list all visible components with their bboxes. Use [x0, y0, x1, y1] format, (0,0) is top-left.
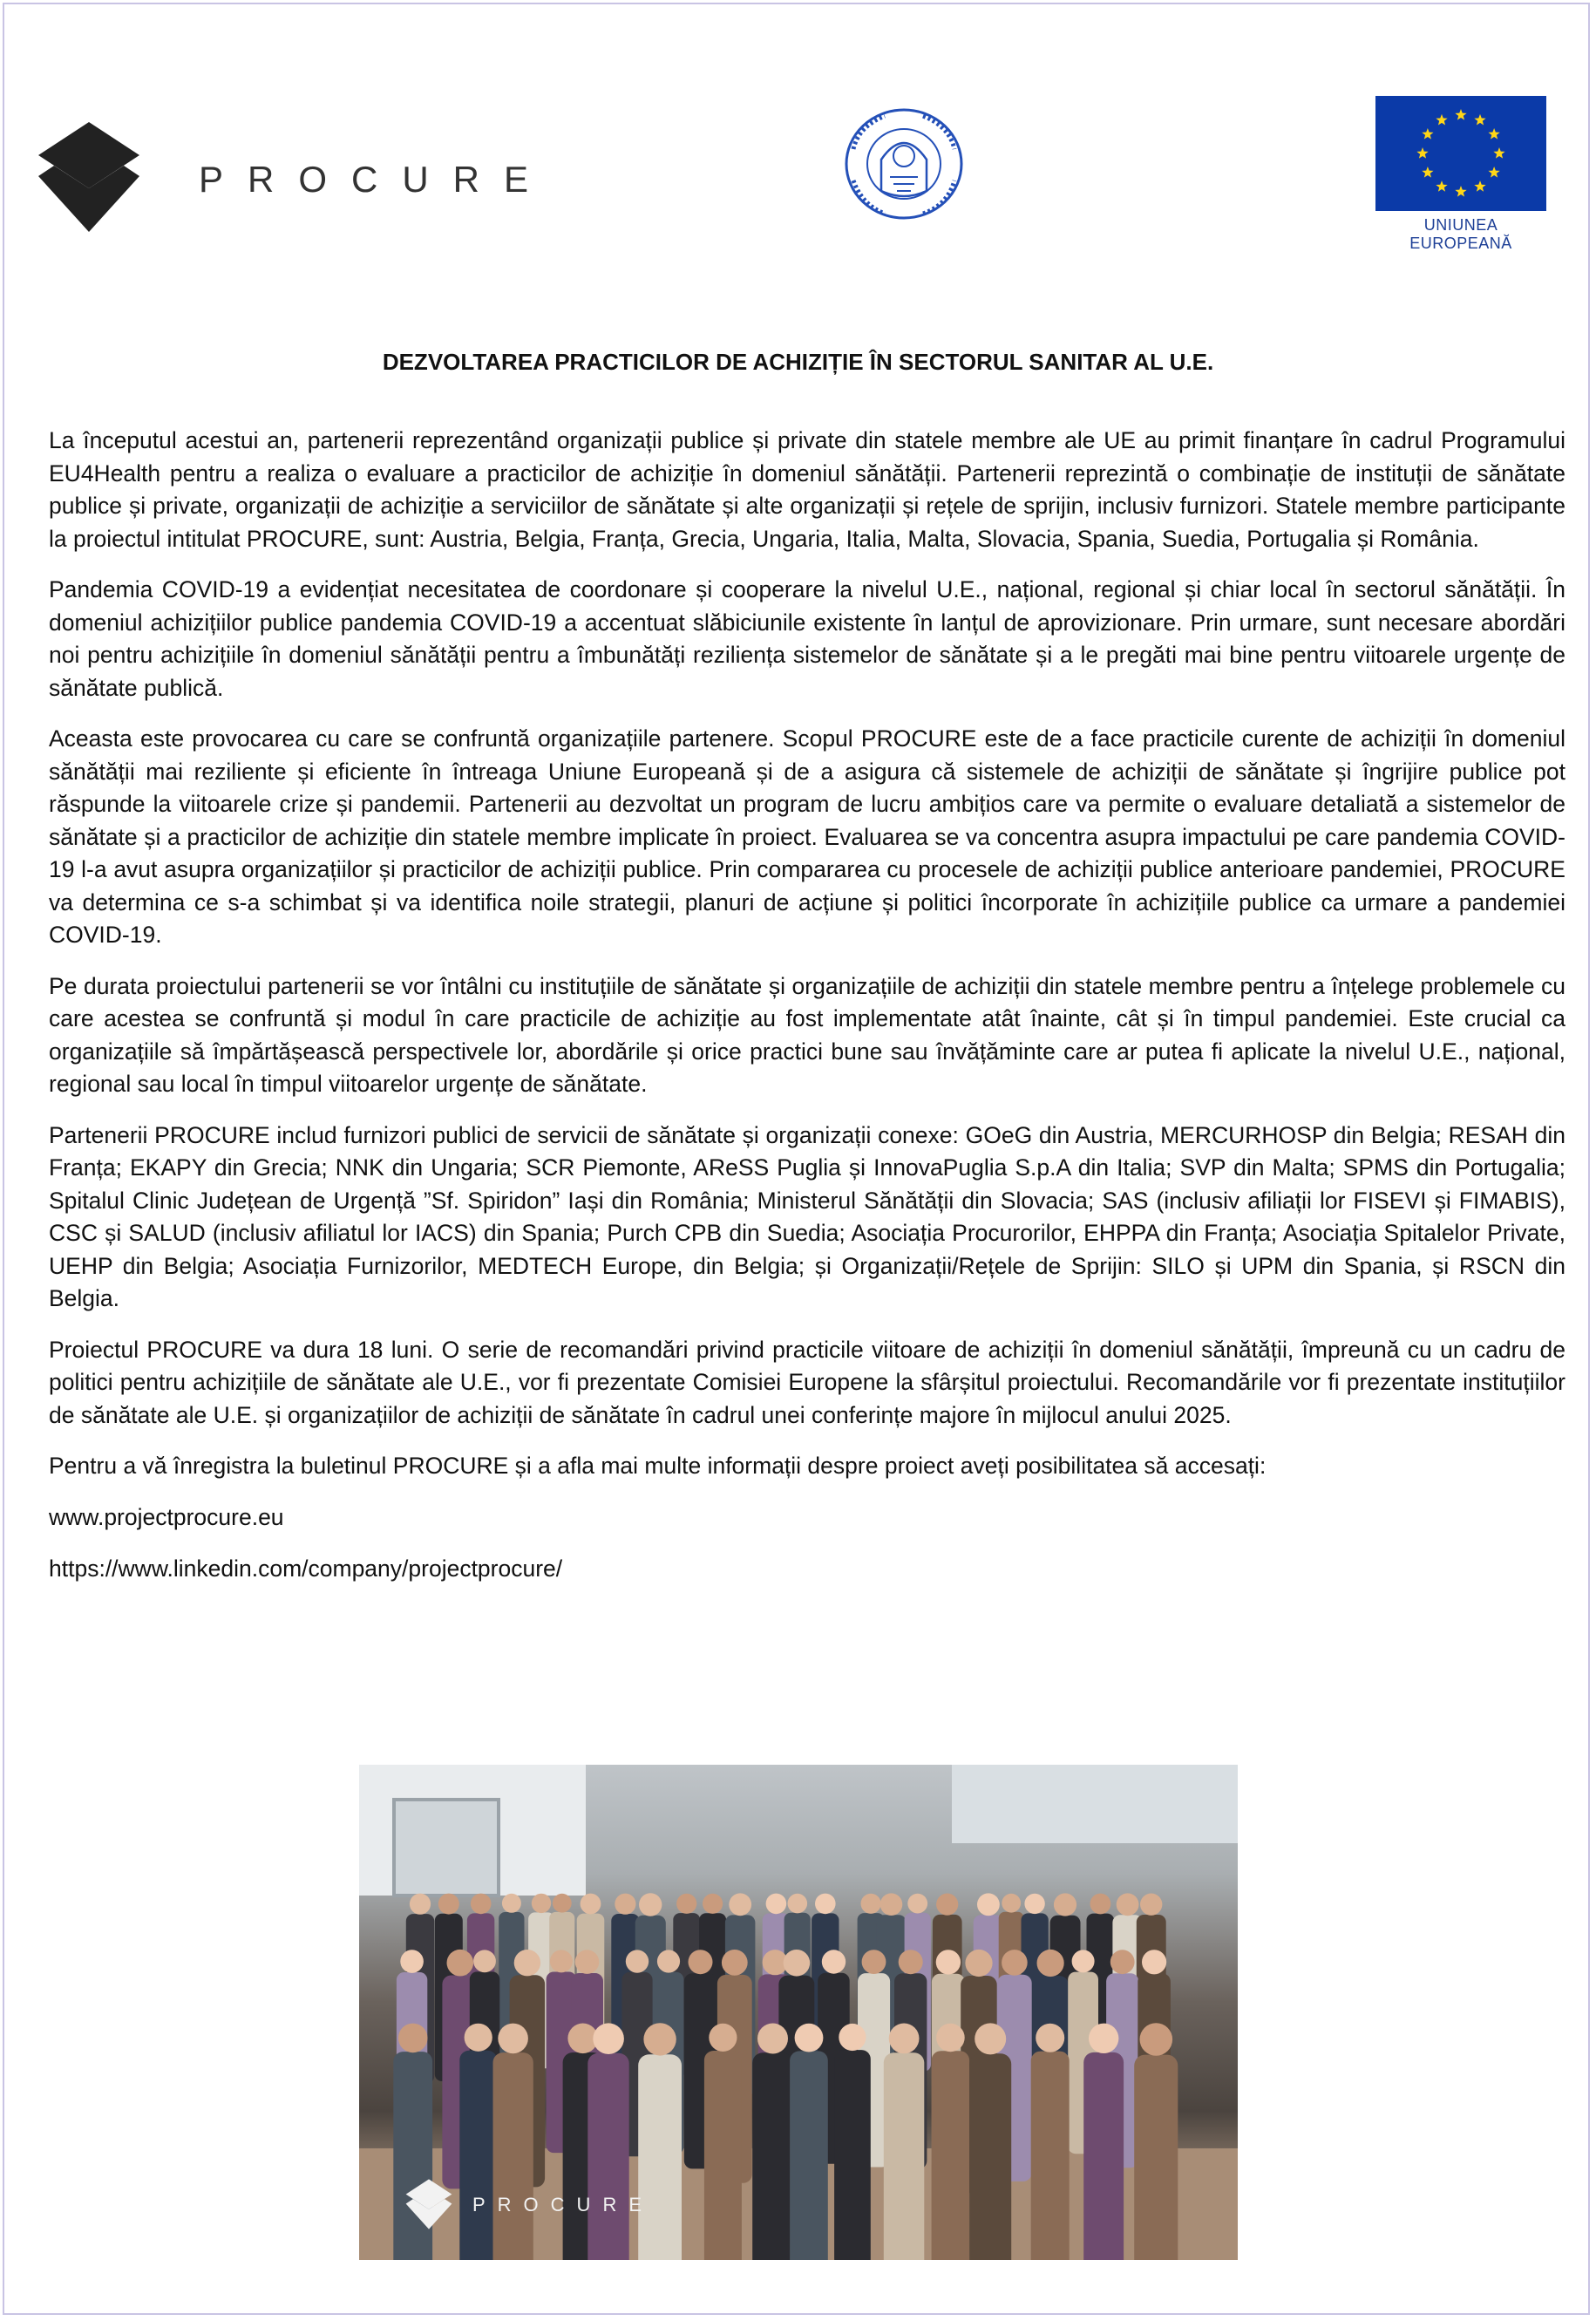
person-head	[438, 1894, 459, 1915]
person-head	[657, 1950, 680, 1972]
person-head	[1024, 1894, 1044, 1914]
person-body	[932, 2051, 970, 2260]
eu-star	[1416, 147, 1428, 159]
person-head	[581, 1894, 601, 1915]
eu-stars-icon	[1375, 96, 1546, 211]
person-head	[1036, 2024, 1064, 2052]
paragraph-intro: La începutul acestui an, partenerii reprezentând organizații publice și private din statele membre ale UE au primit finanțare în cadrul Programului EU4Health pentru a realiza o evaluare a practicilor de achiziție în domeniul sănătății. Partenerii reprezintă o combinație de instituții de sănătate publice și private, organizații de achiziție a serviciilor de sănătate și alte organizații și rețele de sprijin, inclusiv furnizori. Statele membre participante la proiectul intitulat PROCURE, sunt: Austria, Belgia, Franța, Grecia, Ungaria, Italia, Malta, Slovacia, Spania, Suedia, Portugalia și România.	[49, 427, 1565, 552]
person-body	[1083, 2052, 1124, 2260]
linkedin-link[interactable]: https://www.linkedin.com/company/projectprocure/	[49, 1555, 563, 1582]
group-photo	[359, 1765, 1238, 2260]
person-head	[766, 1894, 787, 1915]
person-head	[722, 1950, 748, 1976]
person-head	[936, 1950, 961, 1974]
person-head	[643, 2023, 676, 2055]
person-head	[532, 1894, 551, 1913]
eu-star	[1455, 109, 1466, 120]
hospital-seal-logo	[824, 107, 985, 221]
paragraph-challenge: Aceasta este provocarea cu care se confruntă organizațiile partenere. Scopul PROCURE este de a face practicile curente de achiziții în domeniul sănătății mai reziliente și eficiente în întreaga Uniune Europeană și de a asigura că sistemele de achiziții de sănătate și îngrijire publice pot răspunde la viitoarele crize și pandemii. Partenerii au dezvoltat un program de lucru ambițios care va permite o evaluare detaliată a sistemelor de sănătate și a practicilor de achiziție din statele membre implicate în proiect. Evaluarea se va concentra asupra impactului pe care pandemia COVID-19 l-a avut asupra organizațiilor și practicilor de achiziții publice. Prin compararea cu procesele de achiziții publice anterioare pandemiei, PROCURE va determina ce s-a schimbat și va identifica noile strategii, planuri de acțiune și politici încorporate în achizițiile publice ca urmare a pandemiei COVID-19.	[49, 725, 1565, 948]
person-head	[471, 1894, 492, 1915]
eu-star	[1436, 180, 1447, 192]
person-head	[615, 1894, 635, 1915]
person-body	[704, 2051, 742, 2260]
person-head	[965, 1950, 992, 1977]
person-head	[703, 1894, 723, 1914]
person-head	[1002, 1894, 1021, 1913]
person-head	[709, 2024, 737, 2052]
eu-star	[1488, 128, 1499, 140]
person-head	[729, 1893, 751, 1916]
person-head	[889, 2024, 920, 2054]
eu-label: UNIUNEA EUROPEANĂ	[1409, 216, 1512, 252]
person-head	[899, 1950, 923, 1974]
person-head	[626, 1950, 649, 1972]
eu-logo	[1374, 96, 1548, 252]
paragraph-partners: Partenerii PROCURE includ furnizori publici de servicii de sănătate și organizații conexe: GOeG din Austria, MERCURHOSP din Belgia; RESAH din Franța; EKAPY din Grecia; NNK din Ungaria; SCR Piemonte, AReSS Puglia și InnovaPuglia S.p.A din Italia; SVP din Malta; SPMS din Portugalia; Spitalul Clinic Județean de Urgență ”Sf. Spiridon” Iași din România; Ministerul Sănătății din Slovacia; SAS (inclusiv afiliații lor FISEVI și FIMABIS), CSC și SALUD (inclusiv afiliatul lor IACS) din Spania; Purch CPB din Suedia; Asociația Procurorilor, EHPPA din Franța; Asociația Spitalelor Private, UEHP din Belgia; Asociația Furnizorilor, MEDTECH Europe, din Belgia; și Organizații/Rețele de Sprijin: SILO și UPM din Spania, și RSCN din Belgia.	[49, 1121, 1565, 1311]
eu-flag	[1375, 96, 1546, 211]
person-head	[410, 1894, 431, 1915]
person-head	[880, 1893, 903, 1916]
person-head	[1140, 2023, 1173, 2056]
procure-layers-icon	[31, 120, 146, 234]
person-head	[498, 2024, 528, 2054]
person-head	[473, 1950, 496, 1972]
person-body	[1031, 2052, 1070, 2260]
procure-logo	[31, 120, 554, 234]
eu-star	[1422, 128, 1433, 140]
paragraph-meetings: Pe durata proiectului partenerii se vor întâlni cu instituțiile de sănătate și organizațiile de achiziții din statele membre pentru a înțelege problemele cu care acestea se confruntă și modul în care practicile de achiziție au fost implementate atât înainte, cât și în timpul pandemiei. Este crucial ca organizațiile să împărtășească perspectivele lor, abordările și orice practici bune sau învățăminte care ar putea fi aplicate la nivelul U.E., național, regional sau local în timpul viitoarelor urgențe de sănătate.	[49, 972, 1565, 1097]
document-title: DEZVOLTAREA PRACTICILOR DE ACHIZIȚIE ÎN SECTORUL SANITAR AL U.E.	[382, 349, 1214, 375]
person-head	[502, 1894, 521, 1913]
eu-star	[1474, 180, 1485, 192]
person-head	[447, 1950, 474, 1977]
person-head	[1140, 1894, 1162, 1916]
person-head	[398, 2024, 428, 2053]
person-head	[689, 1950, 713, 1974]
person-head	[593, 2023, 624, 2054]
person-head	[788, 1894, 808, 1914]
person-head	[862, 1950, 886, 1974]
person-head	[977, 1893, 1000, 1916]
person-head	[839, 2024, 866, 2051]
person-body	[969, 2053, 1011, 2260]
person-head	[514, 1950, 540, 1976]
person-body	[790, 2051, 828, 2260]
person-head	[1054, 1893, 1076, 1916]
person-head	[784, 1950, 811, 1977]
person-head	[553, 1894, 572, 1913]
person-head	[822, 1950, 846, 1973]
person-head	[815, 1894, 836, 1915]
person-body	[752, 2052, 793, 2260]
photo-procure-layers-icon	[403, 2178, 455, 2230]
person-head	[1142, 1950, 1166, 1974]
eu-star	[1422, 167, 1433, 178]
person-head	[1037, 1950, 1064, 1977]
person-head	[907, 1894, 927, 1914]
person-head	[465, 2024, 492, 2052]
person-head	[1072, 1950, 1095, 1972]
eu-star	[1436, 114, 1447, 126]
eu-star	[1493, 147, 1504, 159]
photo-overlay-logo	[403, 2178, 664, 2234]
procure-logo-text: PROCURE	[199, 159, 554, 200]
person-head	[575, 1950, 600, 1974]
eu-star	[1455, 186, 1466, 197]
person-head	[550, 1950, 573, 1972]
person-body	[884, 2052, 925, 2260]
person-head	[400, 1950, 424, 1973]
person-head	[676, 1894, 696, 1914]
article-body	[49, 425, 1565, 1605]
person-head	[936, 2024, 965, 2052]
person-head	[1002, 1950, 1028, 1976]
photo-overlay-logo-text: PROCURE	[472, 2194, 655, 2216]
person-head	[975, 2023, 1006, 2054]
person-head	[936, 1894, 958, 1916]
person-head	[757, 2024, 788, 2054]
eu-star	[1488, 167, 1499, 178]
person-head	[795, 2024, 824, 2052]
website-link[interactable]: www.projectprocure.eu	[49, 1503, 284, 1530]
paragraph-newsletter: Pentru a vă înregistra la buletinul PROCURE și a afla mai multe informații despre proiect aveți posibilitatea să accesați:	[49, 1453, 1267, 1479]
person-head	[1110, 1950, 1135, 1974]
person-head	[1089, 2024, 1118, 2053]
eu-star	[1474, 114, 1485, 126]
paragraph-duration: Proiectul PROCURE va dura 18 luni. O serie de recomandări privind practicile viitoare de achiziții în domeniul sănătății, împreună cu un cadru de politici pentru achizițiile de sănătate ale U.E., vor fi prezentate Comisiei Europene la sfârșitul proiectului. Recomandările vor fi prezentate instituțiilor de sănătate ale U.E. și organizațiilor de achiziții de sănătate în cadrul unei conferințe majore în mijlocul anului 2025.	[49, 1336, 1565, 1428]
person-head	[1117, 1893, 1139, 1916]
paragraph-pandemic: Pandemia COVID-19 a evidențiat necesitatea de coordonare și cooperare la nivelul U.E., național, regional și chiar local în sectorul sănătății. În domeniul achizițiilor publice pandemia COVID-19 a accentuat slăbiciunile existente în lanțul de aprovizionare. Prin urmare, sunt necesare abordări noi pentru achizițiile în domeniul sănătății pentru a îmbunătăți reziliența sistemelor de sănătate și a le pregăti mai bine pentru viitoarele urgențe de sănătate publică.	[49, 576, 1565, 701]
person-head	[639, 1893, 662, 1916]
person-head	[861, 1894, 881, 1914]
person-body	[834, 2050, 871, 2260]
person-head	[1090, 1894, 1111, 1915]
person-body	[1134, 2055, 1178, 2260]
